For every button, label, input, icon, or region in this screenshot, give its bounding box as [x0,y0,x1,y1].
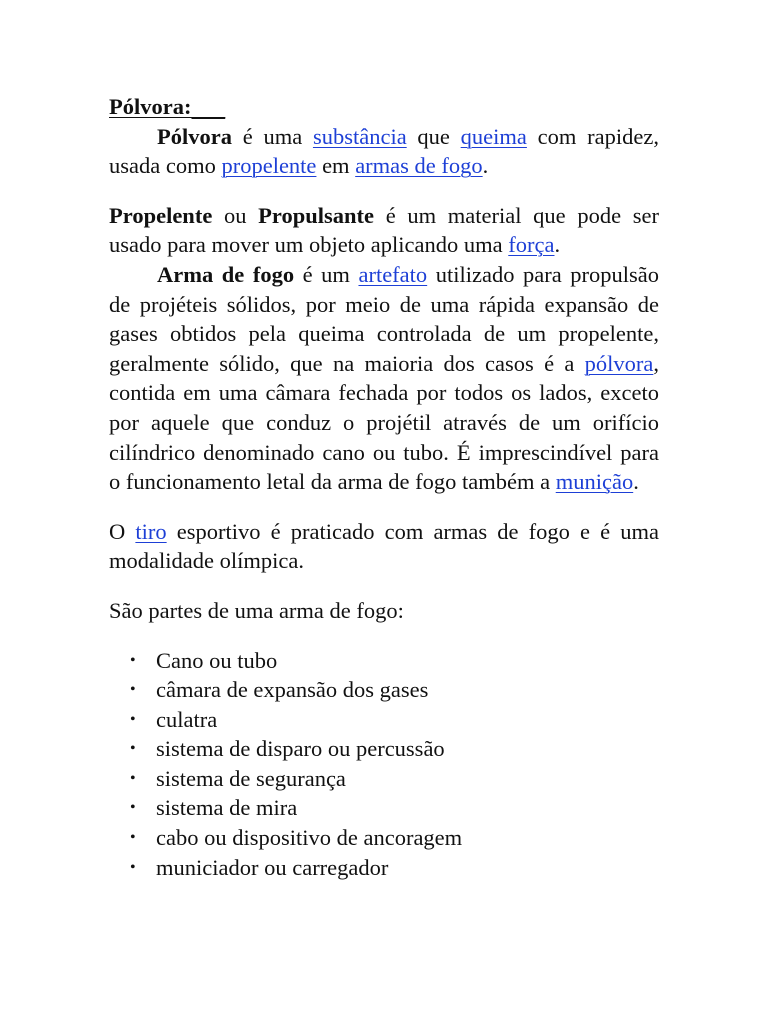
paragraph-text: , contida em uma câmara fechada por todos os lados, exceto por aquele que conduz o projétil através de um orifício cilíndrico denominado cano ou tubo. É imprescindível para o funcionamento letal da arma de fogo também a [109,350,659,495]
bullet-icon: • [130,829,136,847]
list-item-text: sistema de mira [156,795,298,821]
list-item [109,764,659,794]
list-item [109,823,659,853]
term-propelente: Propelente [109,202,213,228]
paragraph-text: é uma [231,123,313,149]
bullet-icon: • [130,740,136,758]
list-item-text: sistema de segurança [156,765,346,791]
paragraph-text: em [316,153,356,179]
document-body [109,92,659,882]
link-tiro[interactable]: tiro [135,518,167,544]
parts-list [109,646,659,883]
list-item [109,793,659,823]
list-item [109,705,659,735]
link-polvora[interactable]: pólvora [584,350,654,376]
term-propulsante: Propulsante [258,202,375,228]
paragraph-text: com rapidez, usada como [109,123,659,179]
term-polvora: Pólvora [157,123,232,149]
link-municao[interactable]: munição [555,469,634,495]
paragraph-text: é um [294,261,359,287]
paragraph-text: esportivo é praticado com armas de fogo e é uma modalidade olímpica. [109,518,659,574]
list-item-text: sistema de disparo ou percussão [156,736,445,762]
term-arma-de-fogo: Arma de fogo [157,261,295,287]
list-item-text: Cano ou tubo [156,647,278,673]
paragraph-text: que [406,123,461,149]
paragraph-text: . [633,469,639,495]
link-queima[interactable]: queima [460,123,527,149]
section-heading-text: Pólvora: [109,94,192,119]
paragraph-text: . [482,153,489,179]
paragraph-text: . [554,232,561,258]
section-heading [109,92,659,122]
paragraph-text: utilizado para propulsão de projéteis sólidos, por meio de uma rápida expansão de gases obtidos pela queima controlada de um propelente, geralmente sólido, que na maioria dos casos é a [109,261,659,376]
paragraph-partes: São partes de uma arma de fogo: [109,597,404,623]
list-item-text: municiador ou carregador [156,854,389,880]
link-propelente[interactable]: propelente [221,153,317,179]
paragraph-tiro [109,517,659,576]
list-item [109,853,659,883]
bullet-icon: • [130,651,136,669]
list-item-text: culatra [156,706,218,732]
list-item-text: cabo ou dispositivo de ancoragem [156,825,463,851]
bullet-icon: • [130,858,136,876]
paragraph-propelente [109,201,659,260]
bullet-icon: • [130,799,136,817]
bullet-icon: • [130,769,136,787]
bullet-icon: • [130,710,136,728]
list-item [109,675,659,705]
paragraph-arma-de-fogo [109,260,659,497]
heading-underline-pad [191,94,225,119]
list-item-text: câmara de expansão dos gases [156,677,429,703]
link-artefato[interactable]: artefato [358,261,428,287]
link-substancia[interactable]: substância [312,123,407,149]
link-forca[interactable]: força [508,232,555,258]
paragraph-text: ou [212,202,259,228]
bullet-icon: • [130,681,136,699]
paragraph-text: O [109,518,136,544]
list-item [109,734,659,764]
list-item [109,646,659,676]
link-armas-de-fogo[interactable]: armas de fogo [355,153,483,179]
paragraph-polvora [109,122,659,181]
paragraph-text: é um material que pode ser usado para mover um objeto aplicando uma [109,202,660,258]
